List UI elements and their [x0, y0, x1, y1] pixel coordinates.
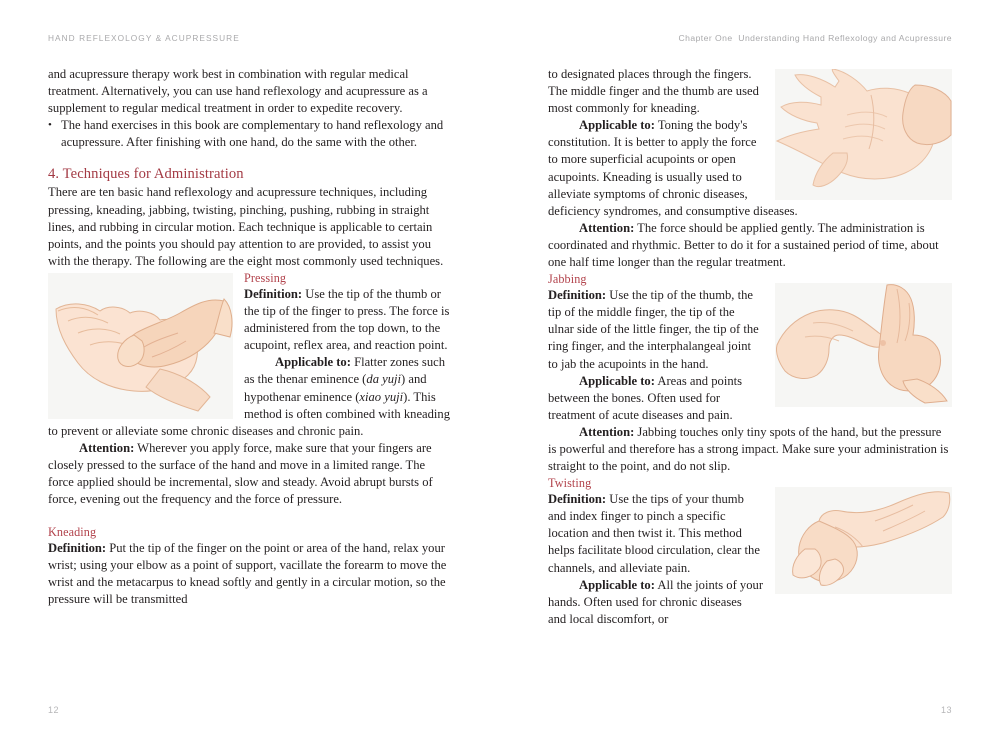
definition-label: Definition:: [244, 286, 303, 301]
kneading-illustration: [775, 69, 952, 200]
jabbing-illustration: [775, 283, 952, 407]
pressing-block: [48, 270, 452, 440]
pressing-heading: Pressing: [244, 270, 287, 285]
jabbing-block: [548, 271, 952, 424]
attention-label: Attention:: [579, 424, 635, 439]
kneading-heading: Kneading: [48, 525, 97, 540]
definition-label: Definition:: [48, 541, 107, 556]
bullet-item: • The hand exercises in this book are complementary to hand reflexology and acupressure. After finishing with one hand, do the same with the other.: [48, 117, 452, 151]
right-page: [500, 0, 1000, 750]
definition-label: Definition:: [548, 288, 607, 303]
running-head-chapter: Chapter One: [678, 33, 733, 43]
definition-text: Use the tip of the thumb or the tip of the finger to press. The force is administered from the top down, to the acupoint, reflex area, and reaction point.: [244, 286, 450, 353]
twisting-block: [548, 475, 952, 628]
twisting-illustration: [775, 487, 952, 594]
continued-paragraph: and acupressure therapy work best in combination with regular medical treatment. Alternatively, you can use hand reflexology and acupressure as a supplement to regular medical treatment in order to expedite recovery.: [48, 67, 428, 116]
running-head-right: [678, 33, 952, 43]
pressing-attention: [48, 440, 452, 508]
section-heading: 4. Techniques for Administration: [48, 166, 244, 183]
applicable-text: Toning the body's constitution. It is better to apply the force to more superficial acupoints or open acupoints. Kneading is usually used to alleviate symptoms of chronic diseases, deficiency syndromes, and consumptive diseases.: [548, 118, 798, 218]
applicable-italic-a: da yuji: [366, 372, 402, 387]
jabbing-heading: Jabbing: [548, 272, 587, 287]
applicable-text-a: Flatter zones such as the thenar eminence (: [244, 355, 445, 387]
jabbing-attention: [548, 424, 952, 475]
left-page-text-column: [48, 66, 452, 609]
applicable-label: Applicable to:: [275, 355, 351, 370]
kneading-attention: [548, 220, 952, 271]
attention-text: Jabbing touches only tiny spots of the hand, but the pressure is powerful and therefore has a strong impact. Make sure your administration is straight to the point, and do not slip.: [548, 424, 949, 474]
definition-text: Put the tip of the finger on the point or area of the hand, relax your wrist; using your elbow as a point of support, vacillate the forearm to move the wrist and the metacarpus to knead softly and gently in a circular motion, so the pressure will be transmitted: [48, 541, 447, 607]
applicable-label: Applicable to:: [579, 118, 655, 133]
kneading-continued-block: [548, 66, 952, 220]
attention-label: Attention:: [79, 440, 135, 455]
running-head-left: HAND REFLEXOLOGY & ACUPRESSURE: [48, 33, 240, 43]
attention-text: The force should be applied gently. The administration is coordinated and rhythmic. Better to do it for a sustained period of time, about one half time longer than the regular treatment.: [548, 220, 939, 270]
page-number-left: 12: [48, 705, 60, 715]
running-head-title: Understanding Hand Reflexology and Acupressure: [738, 33, 952, 43]
right-page-text-column: [548, 66, 952, 628]
page-number-right: 13: [940, 705, 952, 715]
applicable-text: All the joints of your hands. Often used for chronic diseases and local discomfort, or: [548, 577, 764, 626]
applicable-label: Applicable to:: [579, 577, 655, 592]
definition-text: Use the tip of the thumb, the tip of the middle finger, the tip of the ulnar side of the little finger, the tip of the ring finger, and the interphalangeal joint to jab the acupoints in the hand.: [548, 288, 759, 371]
applicable-italic-b: xiao yuji: [359, 389, 404, 404]
attention-text: Wherever you apply force, make sure that your fingers are closely pressed to the surface of the hand and move in a limited range. The force applied should be incremental, slow and steady. Avoid abrupt bursts of force, evening out the frequency and the force of pressure.: [48, 440, 433, 507]
pressing-illustration: [48, 273, 233, 419]
twisting-heading: Twisting: [548, 476, 592, 491]
section-intro: There are ten basic hand reflexology and acupressure techniques, including pressing, kneading, jabbing, twisting, pinching, pushing, rubbing in straight lines, and rubbing in circular motion. Each technique is applicable to certain points, and the points you should pay attention to are provided, to assist you with the therapy. The following are the eight most commonly used techniques.: [48, 185, 444, 268]
attention-label: Attention:: [579, 220, 635, 235]
kneading-definition: [48, 540, 452, 608]
applicable-text-b: ) and hypothenar eminence (: [244, 372, 427, 404]
applicable-text: Areas and points between the bones. Often used for treatment of acute diseases and pain.: [548, 373, 743, 422]
kneading-continued-body: to designated places through the fingers. The middle finger and the thumb are used most commonly for kneading.: [548, 67, 759, 116]
applicable-text-c: ). This method is often combined with kneading to prevent or alleviate some chronic diseases and chronic pain.: [48, 389, 451, 438]
applicable-label: Applicable to:: [579, 373, 655, 388]
definition-text: Use the tips of your thumb and index finger to pinch a specific location and then twist it. This method helps facilitate blood circulation, clear the channels, and alleviate pain.: [548, 492, 760, 575]
definition-label: Definition:: [548, 492, 607, 507]
